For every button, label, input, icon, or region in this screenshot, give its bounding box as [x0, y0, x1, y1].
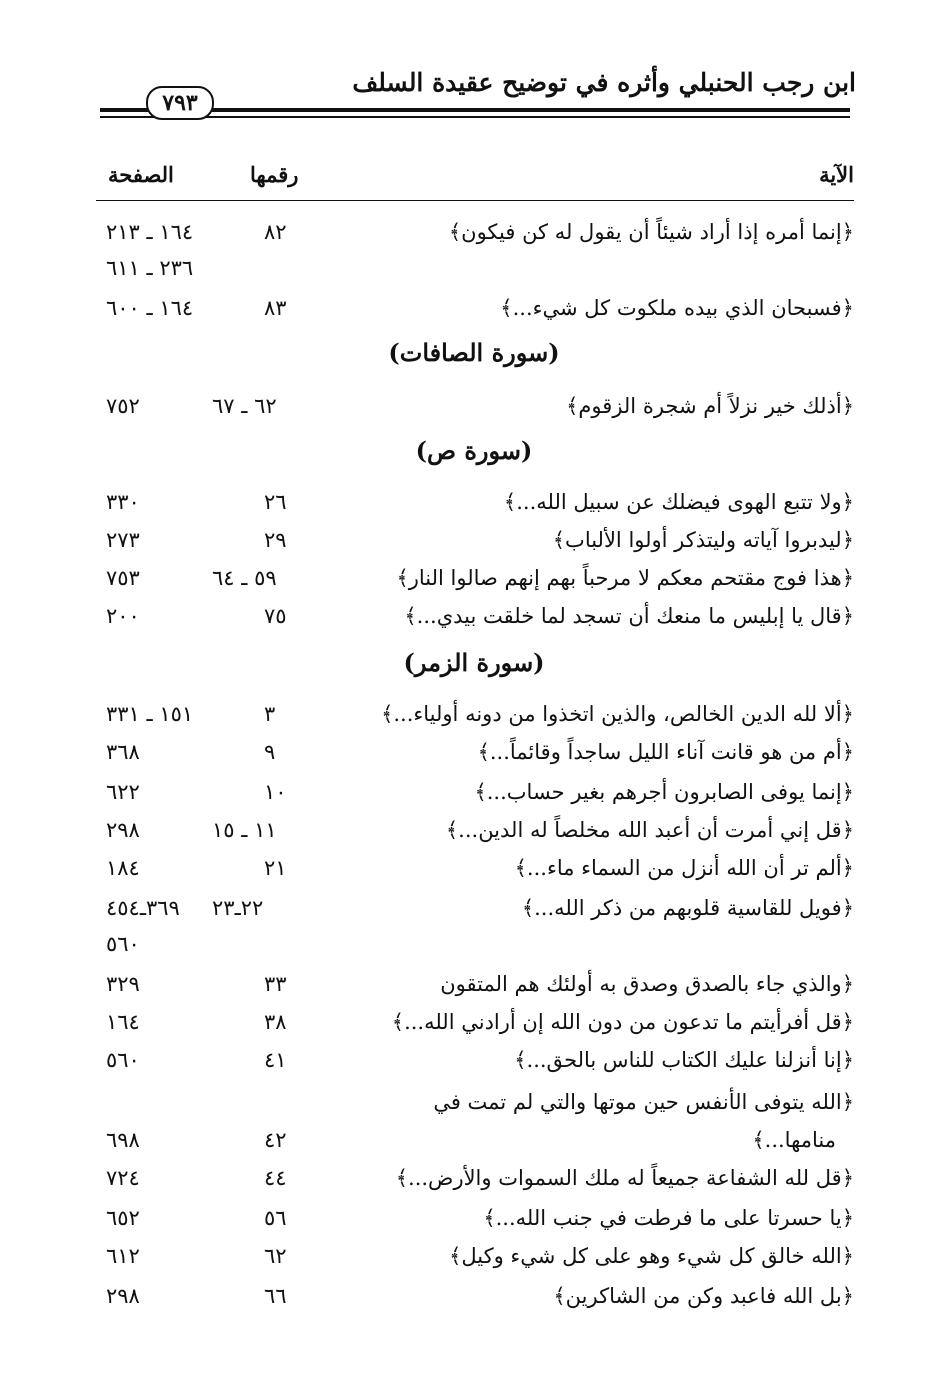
verse-text: ﴿قل لله الشفاعة جميعاً له ملك السموات والأرض...﴾	[395, 1166, 854, 1190]
page-ref: ٥٦٠	[106, 1048, 140, 1072]
page-ref: ٦٥٢	[106, 1206, 140, 1230]
verse-text: ﴿بل الله فاعبد وكن من الشاكرين﴾	[553, 1284, 854, 1308]
running-title: ابن رجب الحنبلي وأثره في توضيح عقيدة السلف	[352, 68, 856, 97]
page-ref: ١٦٤ ـ ٦٠٠	[106, 296, 194, 320]
verse-number: ٤٢	[264, 1128, 287, 1152]
page-ref-continued: ٥٦٠	[106, 932, 140, 956]
verse-text: ﴿فسبحان الذي بيده ملكوت كل شيء...﴾	[500, 296, 854, 320]
page-ref: ٦٢٢	[106, 780, 140, 804]
verse-number: ٨٢	[264, 220, 287, 244]
page-ref: ٦٩٨	[106, 1128, 140, 1152]
verse-number: ٣٣	[264, 972, 287, 996]
surah-heading: (سورة الصافات)	[388, 338, 560, 367]
verse-number: ١٠	[264, 780, 287, 804]
page-ref: ٣٢٩	[106, 972, 140, 996]
verse-number: ٥٦	[264, 1206, 287, 1230]
verse-number: ٣	[264, 702, 276, 726]
verse-number: ٧٥	[264, 604, 287, 628]
verse-number: ٥٩ ـ ٦٤	[212, 566, 277, 590]
page-ref: ١٨٤	[106, 856, 140, 880]
verse-text: ﴿إنما أمره إذا أراد شيئاً أن يقول له كن فيكون﴾	[448, 220, 854, 244]
verse-text: ﴿فويل للقاسية قلوبهم من ذكر الله...﴾	[521, 896, 854, 920]
column-header-number: رقمها	[250, 162, 299, 187]
verse-text: ﴿يا حسرتا على ما فرطت في جنب الله...﴾	[483, 1206, 854, 1230]
verse-number: ٢٢ـ٢٣	[212, 896, 264, 920]
header-rule-thin	[100, 116, 850, 118]
column-header-aya: الآية	[819, 162, 854, 187]
verse-number: ٢١	[264, 856, 287, 880]
page-ref: ٧٥٣	[106, 566, 140, 590]
verse-number: ٦٢ ـ ٦٧	[212, 394, 277, 418]
verse-text: ﴿هذا فوج مقتحم معكم لا مرحباً بهم إنهم صالوا النار﴾	[396, 566, 854, 590]
verse-text: ﴿أم من هو قانت آناء الليل ساجداً وقائماً...﴾	[477, 740, 854, 764]
page-number-badge: ٧٩٣	[146, 86, 214, 120]
page-ref: ٢٩٨	[106, 1284, 140, 1308]
page-ref: ٦١٢	[106, 1244, 140, 1268]
verse-text: ﴿ولا تتبع الهوى فيضلك عن سبيل الله...﴾	[503, 490, 854, 514]
verse-text: ﴿قل إني أمرت أن أعبد الله مخلصاً له الدين...﴾	[445, 818, 854, 842]
verse-number: ٨٣	[264, 296, 287, 320]
verse-number: ٤١	[264, 1048, 287, 1072]
page-ref-continued: ٢٣٦ ـ ٦١١	[106, 256, 194, 280]
page-ref: ٧٥٢	[106, 394, 140, 418]
verse-text: ﴿الله يتوفى الأنفس حين موتها والتي لم تمت في	[433, 1090, 854, 1114]
verse-number: ٦٢	[264, 1244, 287, 1268]
page-ref: ٧٢٤	[106, 1166, 140, 1190]
surah-heading: (سورة ص)	[415, 436, 533, 465]
column-header-page: الصفحة	[108, 162, 174, 187]
verse-number: ٢٩	[264, 528, 287, 552]
verse-text: ﴿والذي جاء بالصدق وصدق به أولئك هم المتقون	[440, 972, 854, 996]
verse-text: ﴿أذلك خير نزلاً أم شجرة الزقوم﴾	[566, 394, 854, 418]
page-ref: ١٥١ ـ ٣٣١	[106, 702, 194, 726]
verse-text: ﴿ألا لله الدين الخالص، والذين اتخذوا من دونه أولياء...﴾	[381, 702, 854, 726]
page-ref: ٣٦٩ـ٤٥٤	[106, 896, 180, 920]
verse-text-continued: منامها...﴾	[752, 1128, 836, 1152]
page-ref: ٣٦٨	[106, 740, 140, 764]
verse-text: ﴿الله خالق كل شيء وهو على كل شيء وكيل﴾	[449, 1244, 854, 1268]
verse-text: ﴿إنا أنزلنا عليك الكتاب للناس بالحق...﴾	[514, 1048, 854, 1072]
page-ref: ١٦٤	[106, 1010, 140, 1034]
verse-text: ﴿إنما يوفى الصابرون أجرهم بغير حساب...﴾	[474, 780, 854, 804]
page-ref: ٢٩٨	[106, 818, 140, 842]
verse-text: ﴿قال يا إبليس ما منعك أن تسجد لما خلقت بيدي...﴾	[404, 604, 854, 628]
verse-number: ٩	[264, 740, 276, 764]
page-ref: ٢٧٣	[106, 528, 140, 552]
page-ref: ٣٣٠	[106, 490, 140, 514]
verse-text: ﴿ليدبروا آياته وليتذكر أولوا الألباب﴾	[552, 528, 854, 552]
verse-number: ٦٦	[264, 1284, 287, 1308]
verse-text: ﴿قل أفرأيتم ما تدعون من دون الله إن أرادني الله...﴾	[391, 1010, 854, 1034]
page-ref: ٢٠٠	[106, 604, 140, 628]
verse-number: ٣٨	[264, 1010, 287, 1034]
verse-text: ﴿ألم تر أن الله أنزل من السماء ماء...﴾	[514, 856, 854, 880]
surah-heading: (سورة الزمر)	[403, 648, 545, 677]
verse-number: ٢٦	[264, 490, 287, 514]
verse-number: ٤٤	[264, 1166, 287, 1190]
column-header-rule	[96, 200, 854, 201]
page-ref: ١٦٤ ـ ٢١٣	[106, 220, 194, 244]
verse-number: ١١ ـ ١٥	[212, 818, 277, 842]
